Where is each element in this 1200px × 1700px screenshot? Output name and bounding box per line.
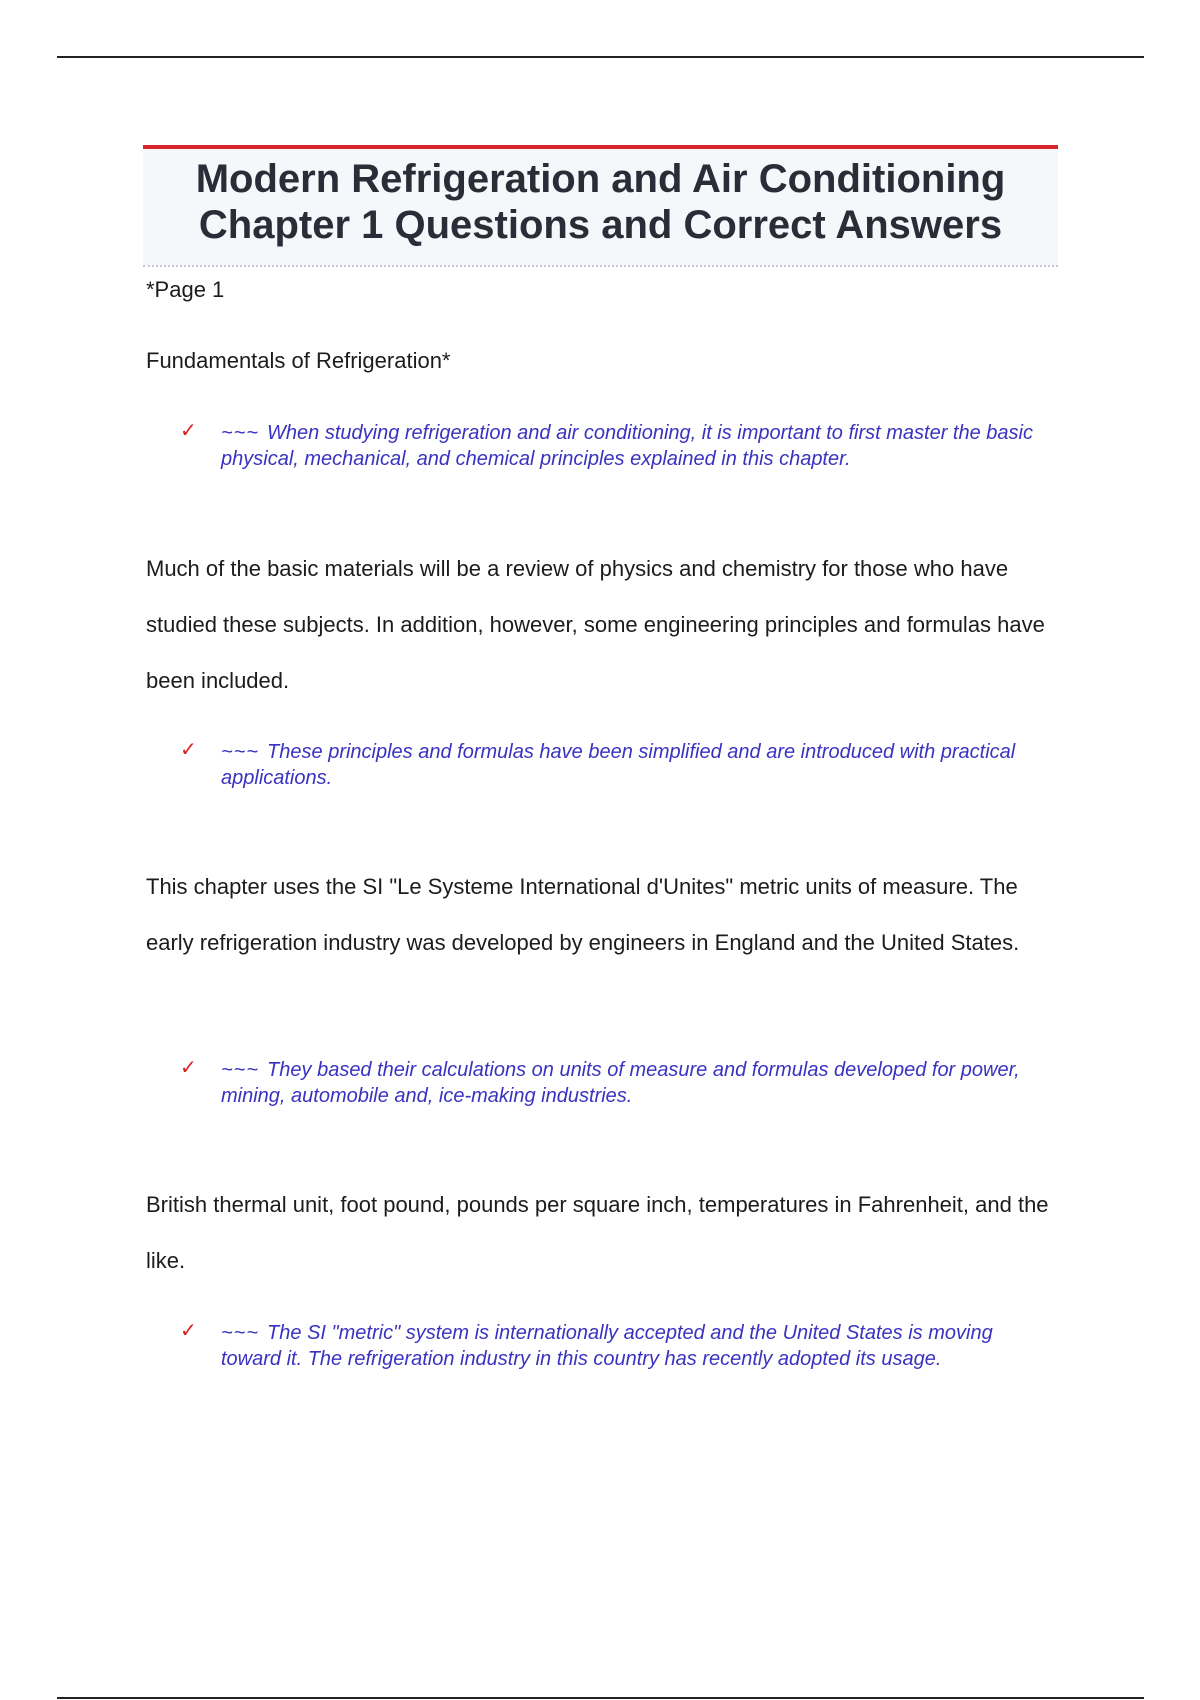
body-paragraph: British thermal unit, foot pound, pounds per square inch, temperatures in Fahrenheit, and the like. bbox=[146, 1192, 1049, 1273]
answer-content: The SI "metric" system is internationally accepted and the United States is moving toward it. The refrigeration industry in this country has recently adopted its usage. bbox=[221, 1322, 993, 1370]
checkmark-icon: ✓ bbox=[180, 737, 197, 761]
answer-marker: ~~~ bbox=[221, 741, 260, 763]
answer-content: These principles and formulas have been simplified and are introduced with practical applications. bbox=[221, 741, 1016, 789]
title-dotted-divider bbox=[143, 265, 1058, 267]
answer-marker: ~~~ bbox=[221, 1322, 260, 1344]
page-label: *Page 1 bbox=[146, 277, 225, 302]
page-top-rule bbox=[57, 56, 1144, 58]
checkmark-icon: ✓ bbox=[180, 1318, 197, 1342]
answer-marker: ~~~ bbox=[221, 1059, 260, 1081]
body-paragraph: This chapter uses the SI "Le Systeme International d'Unites" metric units of measure. The early refrigeration industry was developed by engineers in England and the United States. bbox=[146, 874, 1020, 955]
answer-content: When studying refrigeration and air conditioning, it is important to first master the basic physical, mechanical, and chemical principles explained in this chapter. bbox=[221, 422, 1033, 470]
answer-marker: ~~~ bbox=[221, 422, 260, 444]
answer-text bbox=[221, 1057, 1041, 1109]
checkmark-icon: ✓ bbox=[180, 418, 197, 442]
document-title-line-1: Modern Refrigeration and Air Conditioning bbox=[195, 157, 1006, 201]
body-paragraph: Much of the basic materials will be a review of physics and chemistry for those who have studied these subjects. In addition, however, some engineering principles and formulas have been included. bbox=[146, 556, 1045, 693]
checkmark-icon: ✓ bbox=[180, 1055, 197, 1079]
document-title-line-2: Chapter 1 Questions and Correct Answers bbox=[198, 203, 1003, 247]
section-heading: Fundamentals of Refrigeration* bbox=[146, 348, 451, 373]
answer-content: They based their calculations on units of measure and formulas developed for power, mining, automobile and, ice-making industries. bbox=[221, 1059, 1020, 1107]
title-box bbox=[143, 145, 1058, 265]
page-bottom-rule bbox=[57, 1697, 1144, 1699]
answer-text bbox=[221, 1320, 1041, 1372]
answer-text bbox=[221, 420, 1041, 472]
answer-text bbox=[221, 739, 1041, 791]
